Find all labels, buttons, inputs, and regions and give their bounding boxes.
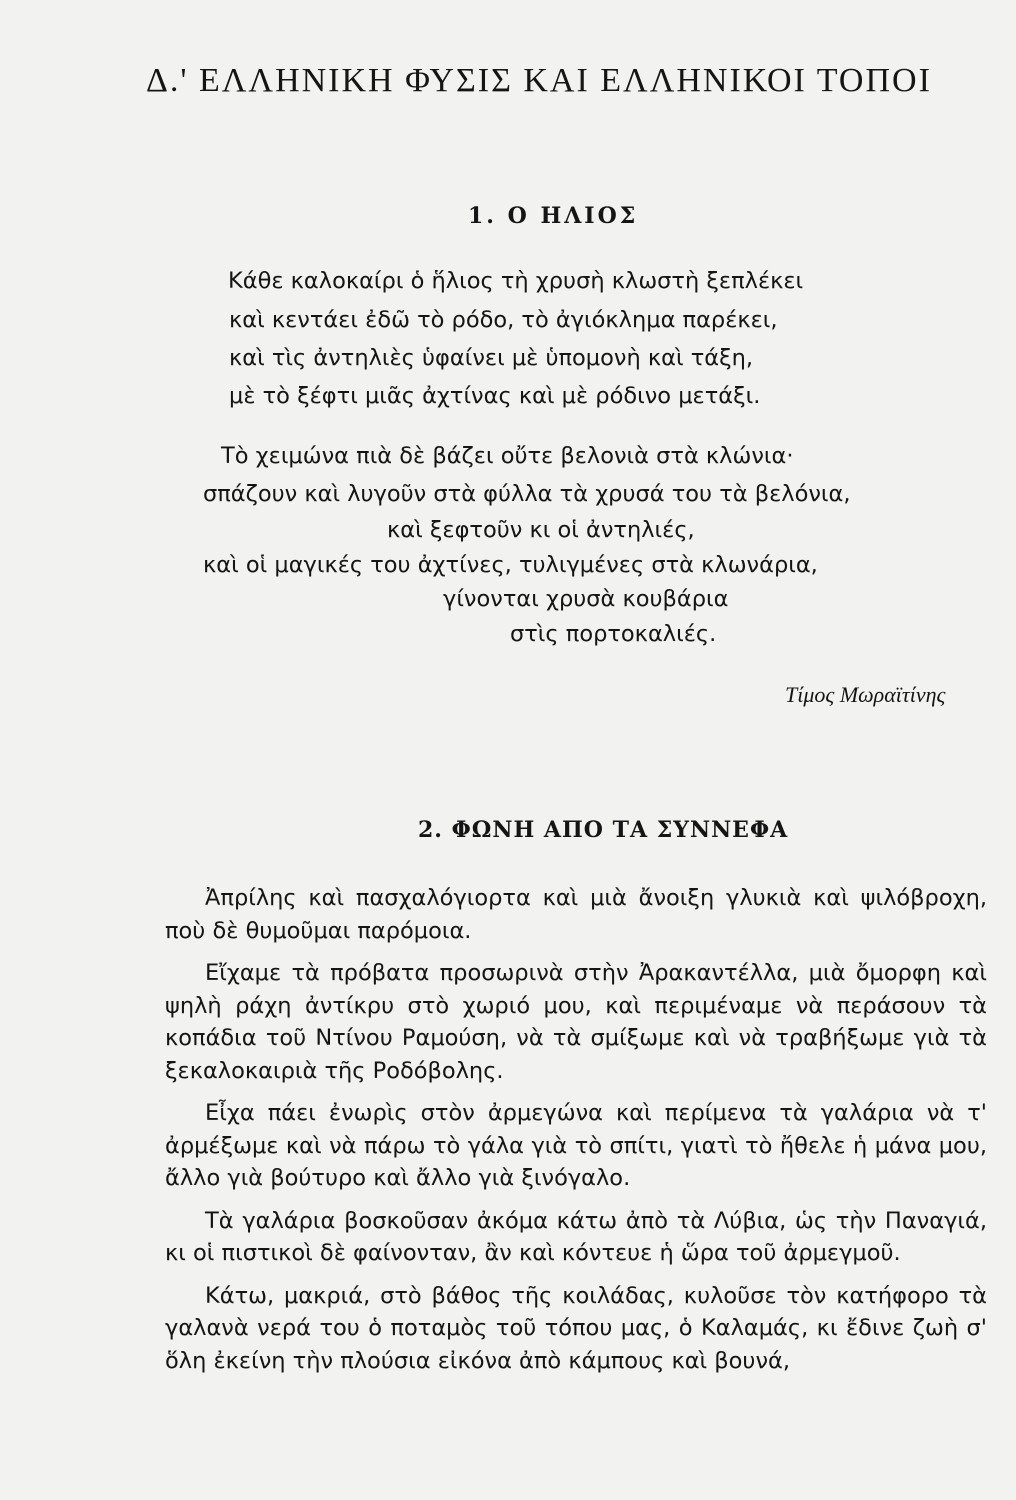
section-1-title: 1. Ο ΗΛΙΟΣ <box>468 203 639 229</box>
verse-line: καὶ κεντάει ἐδῶ τὸ ρόδο, τὸ ἀγιόκλημα παρέκει, <box>229 307 778 333</box>
verse-line: Τὸ χειμώνα πιὰ δὲ βάζει οὔτε βελονιὰ στὰ κλώνια· <box>221 443 794 469</box>
verse-line: μὲ τὸ ξέφτι μιᾶς ἀχτίνας καὶ μὲ ρόδινο μετάξι. <box>229 383 761 409</box>
section-2-title: 2. ΦΩΝΗ ΑΠΟ ΤΑ ΣΥΝΝΕΦΑ <box>418 817 789 843</box>
paragraph: Τὰ γαλάρια βοσκοῦσαν ἀκόμα κάτω ἀπὸ τὰ Λύβια, ὡς τὴν Παναγιά, κι οἱ πιστικοὶ δὲ φαίνονταν, ἂν καὶ κόντευε ἡ ὥρα τοῦ ἀρμεγμοῦ. <box>165 1207 987 1266</box>
verse-line: Κάθε καλοκαίρι ὁ ἥλιος τὴ χρυσὴ κλωστὴ ξεπλέκει <box>228 268 804 294</box>
verse-line: καὶ οἱ μαγικές του ἀχτίνες, τυλιγμένες στὰ κλωνάρια, <box>203 552 818 578</box>
verse-line: καὶ τὶς ἀντηλιὲς ὑφαίνει μὲ ὑπομονὴ καὶ τάξη, <box>229 345 754 371</box>
poem-author: Τίμος Μωραϊτίνης <box>785 682 946 707</box>
verse-line: καὶ ξεφτοῦν κι οἱ ἀντηλιές, <box>387 517 695 543</box>
section-2-body <box>165 882 987 1387</box>
paragraph: Εἴχαμε τὰ πρόβατα προσωρινὰ στὴν Ἀρακαντέλλα, μιὰ ὄμορφη καὶ ψηλὴ ράχη ἀντίκρυ στὸ χωριό μου, καὶ περιμέναμε νὰ περάσουν τὰ κοπάδια τοῦ Ντίνου Ραμούση, νὰ τὰ σμίξωμε καὶ νὰ τραβήξωμε γιὰ τὰ ξεκαλοκαιριὰ τῆς Ροδόβολης. <box>165 960 987 1084</box>
verse-line: σπάζουν καὶ λυγοῦν στὰ φύλλα τὰ χρυσά του τὰ βελόνια, <box>203 481 851 507</box>
paragraph: Ἀπρίλης καὶ πασχαλόγιορτα καὶ μιὰ ἄνοιξη γλυκιὰ καὶ ψιλόβροχη, ποὺ δὲ θυμοῦμαι παρόμοια. <box>165 885 987 944</box>
chapter-title: Δ.' ΕΛΛΗΝΙΚΗ ΦΥΣΙΣ ΚΑΙ ΕΛΛΗΝΙΚΟΙ ΤΟΠΟΙ <box>146 62 932 99</box>
verse-line: στὶς πορτοκαλιές. <box>510 621 717 647</box>
verse-line: γίνονται χρυσὰ κουβάρια <box>443 586 729 612</box>
paragraph: Κάτω, μακριά, στὸ βάθος τῆς κοιλάδας, κυλοῦσε τὸν κατήφορο τὰ γαλανὰ νερά του ὁ ποταμὸς τοῦ τόπου μας, ὁ Καλαμάς, κι ἔδινε ζωὴ σ' ὅλη ἐκείνη τὴν πλούσια εἰκόνα ἀπὸ κάμπους καὶ βουνά, <box>165 1282 987 1374</box>
paragraph: Εἶχα πάει ἐνωρὶς στὸν ἀρμεγώνα καὶ περίμενα τὰ γαλάρια νὰ τ' ἀρμέξωμε καὶ νὰ πάρω τὸ γάλα γιὰ τὸ σπίτι, γιατὶ τὸ ἤθελε ἡ μάνα μου, ἄλλο γιὰ βούτυρο καὶ ἄλλο γιὰ ξινόγαλο. <box>165 1100 987 1191</box>
